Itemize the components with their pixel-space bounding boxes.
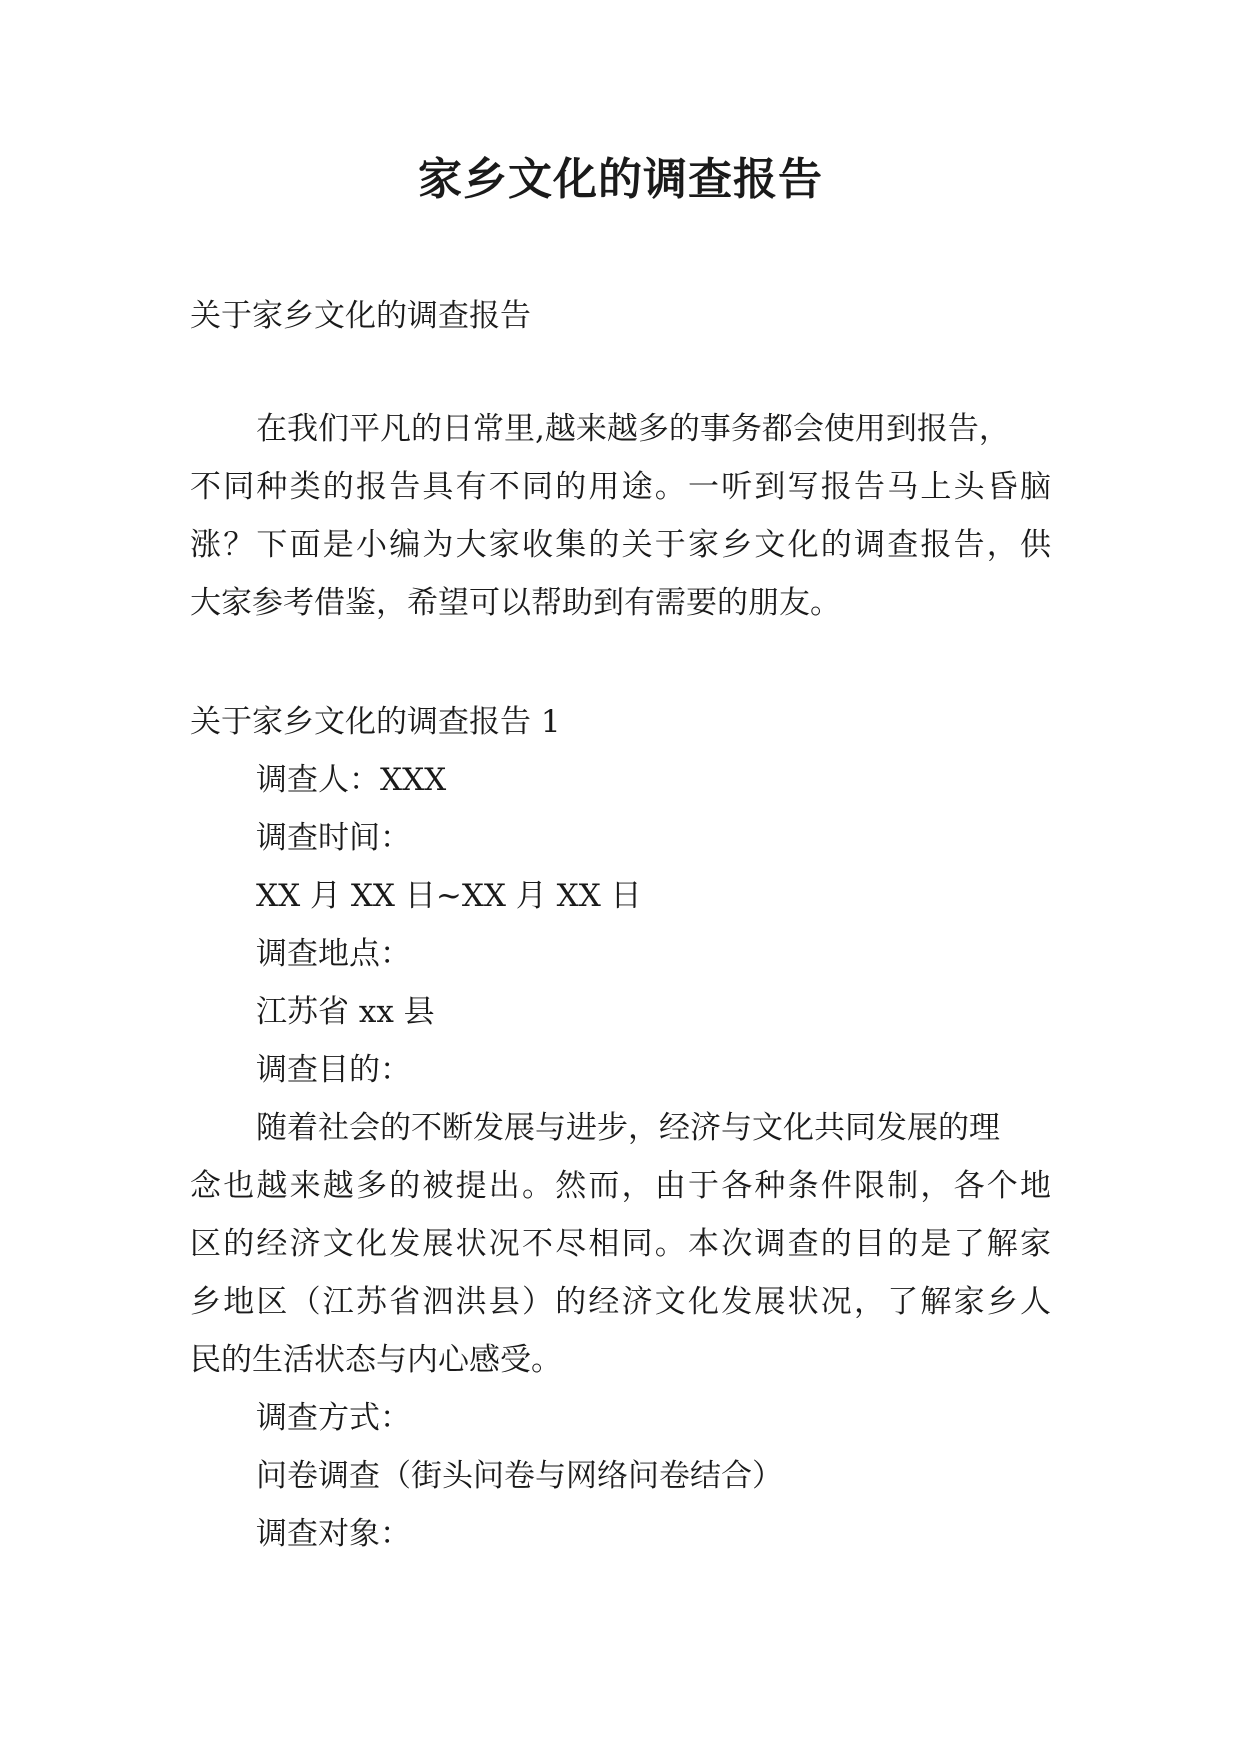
purpose-line-4: 乡地区（江苏省泗洪县）的经济文化发展状况，了解家乡人 bbox=[190, 1284, 1054, 1320]
method-label: 调查方式： bbox=[256, 1400, 411, 1436]
purpose-line-1: 随着社会的不断发展与进步，经济与文化共同发展的理 bbox=[256, 1110, 1000, 1146]
place-label: 调查地点： bbox=[256, 936, 411, 972]
target-label: 调查对象： bbox=[256, 1516, 411, 1552]
purpose-line-3: 区的经济文化发展状况不尽相同。本次调查的目的是了解家 bbox=[190, 1226, 1054, 1262]
purpose-label: 调查目的： bbox=[256, 1052, 411, 1088]
purpose-line-5: 民的生活状态与内心感受。 bbox=[190, 1342, 562, 1378]
place-value: 江苏省 xx 县 bbox=[256, 994, 435, 1030]
time-label: 调查时间： bbox=[256, 820, 411, 856]
document-subtitle: 关于家乡文化的调查报告 bbox=[190, 298, 531, 334]
purpose-line-2: 念也越来越多的被提出。然而，由于各种条件限制，各个地 bbox=[190, 1168, 1054, 1204]
method-value: 问卷调查（街头问卷与网络问卷结合） bbox=[256, 1458, 783, 1494]
section-heading: 关于家乡文化的调查报告 1 bbox=[190, 704, 561, 740]
intro-line-4: 大家参考借鉴，希望可以帮助到有需要的朋友。 bbox=[190, 585, 841, 621]
intro-line-1: 在我们平凡的日常里,越来越多的事务都会使用到报告， bbox=[256, 411, 1010, 447]
investigator: 调查人：XXX bbox=[256, 762, 447, 798]
document-title: 家乡文化的调查报告 bbox=[418, 154, 823, 205]
time-value: XX 月 XX 日~XX 月 XX 日 bbox=[256, 878, 642, 914]
intro-line-3: 涨？下面是小编为大家收集的关于家乡文化的调查报告，供 bbox=[190, 527, 1054, 563]
intro-line-2: 不同种类的报告具有不同的用途。一听到写报告马上头昏脑 bbox=[190, 469, 1054, 505]
